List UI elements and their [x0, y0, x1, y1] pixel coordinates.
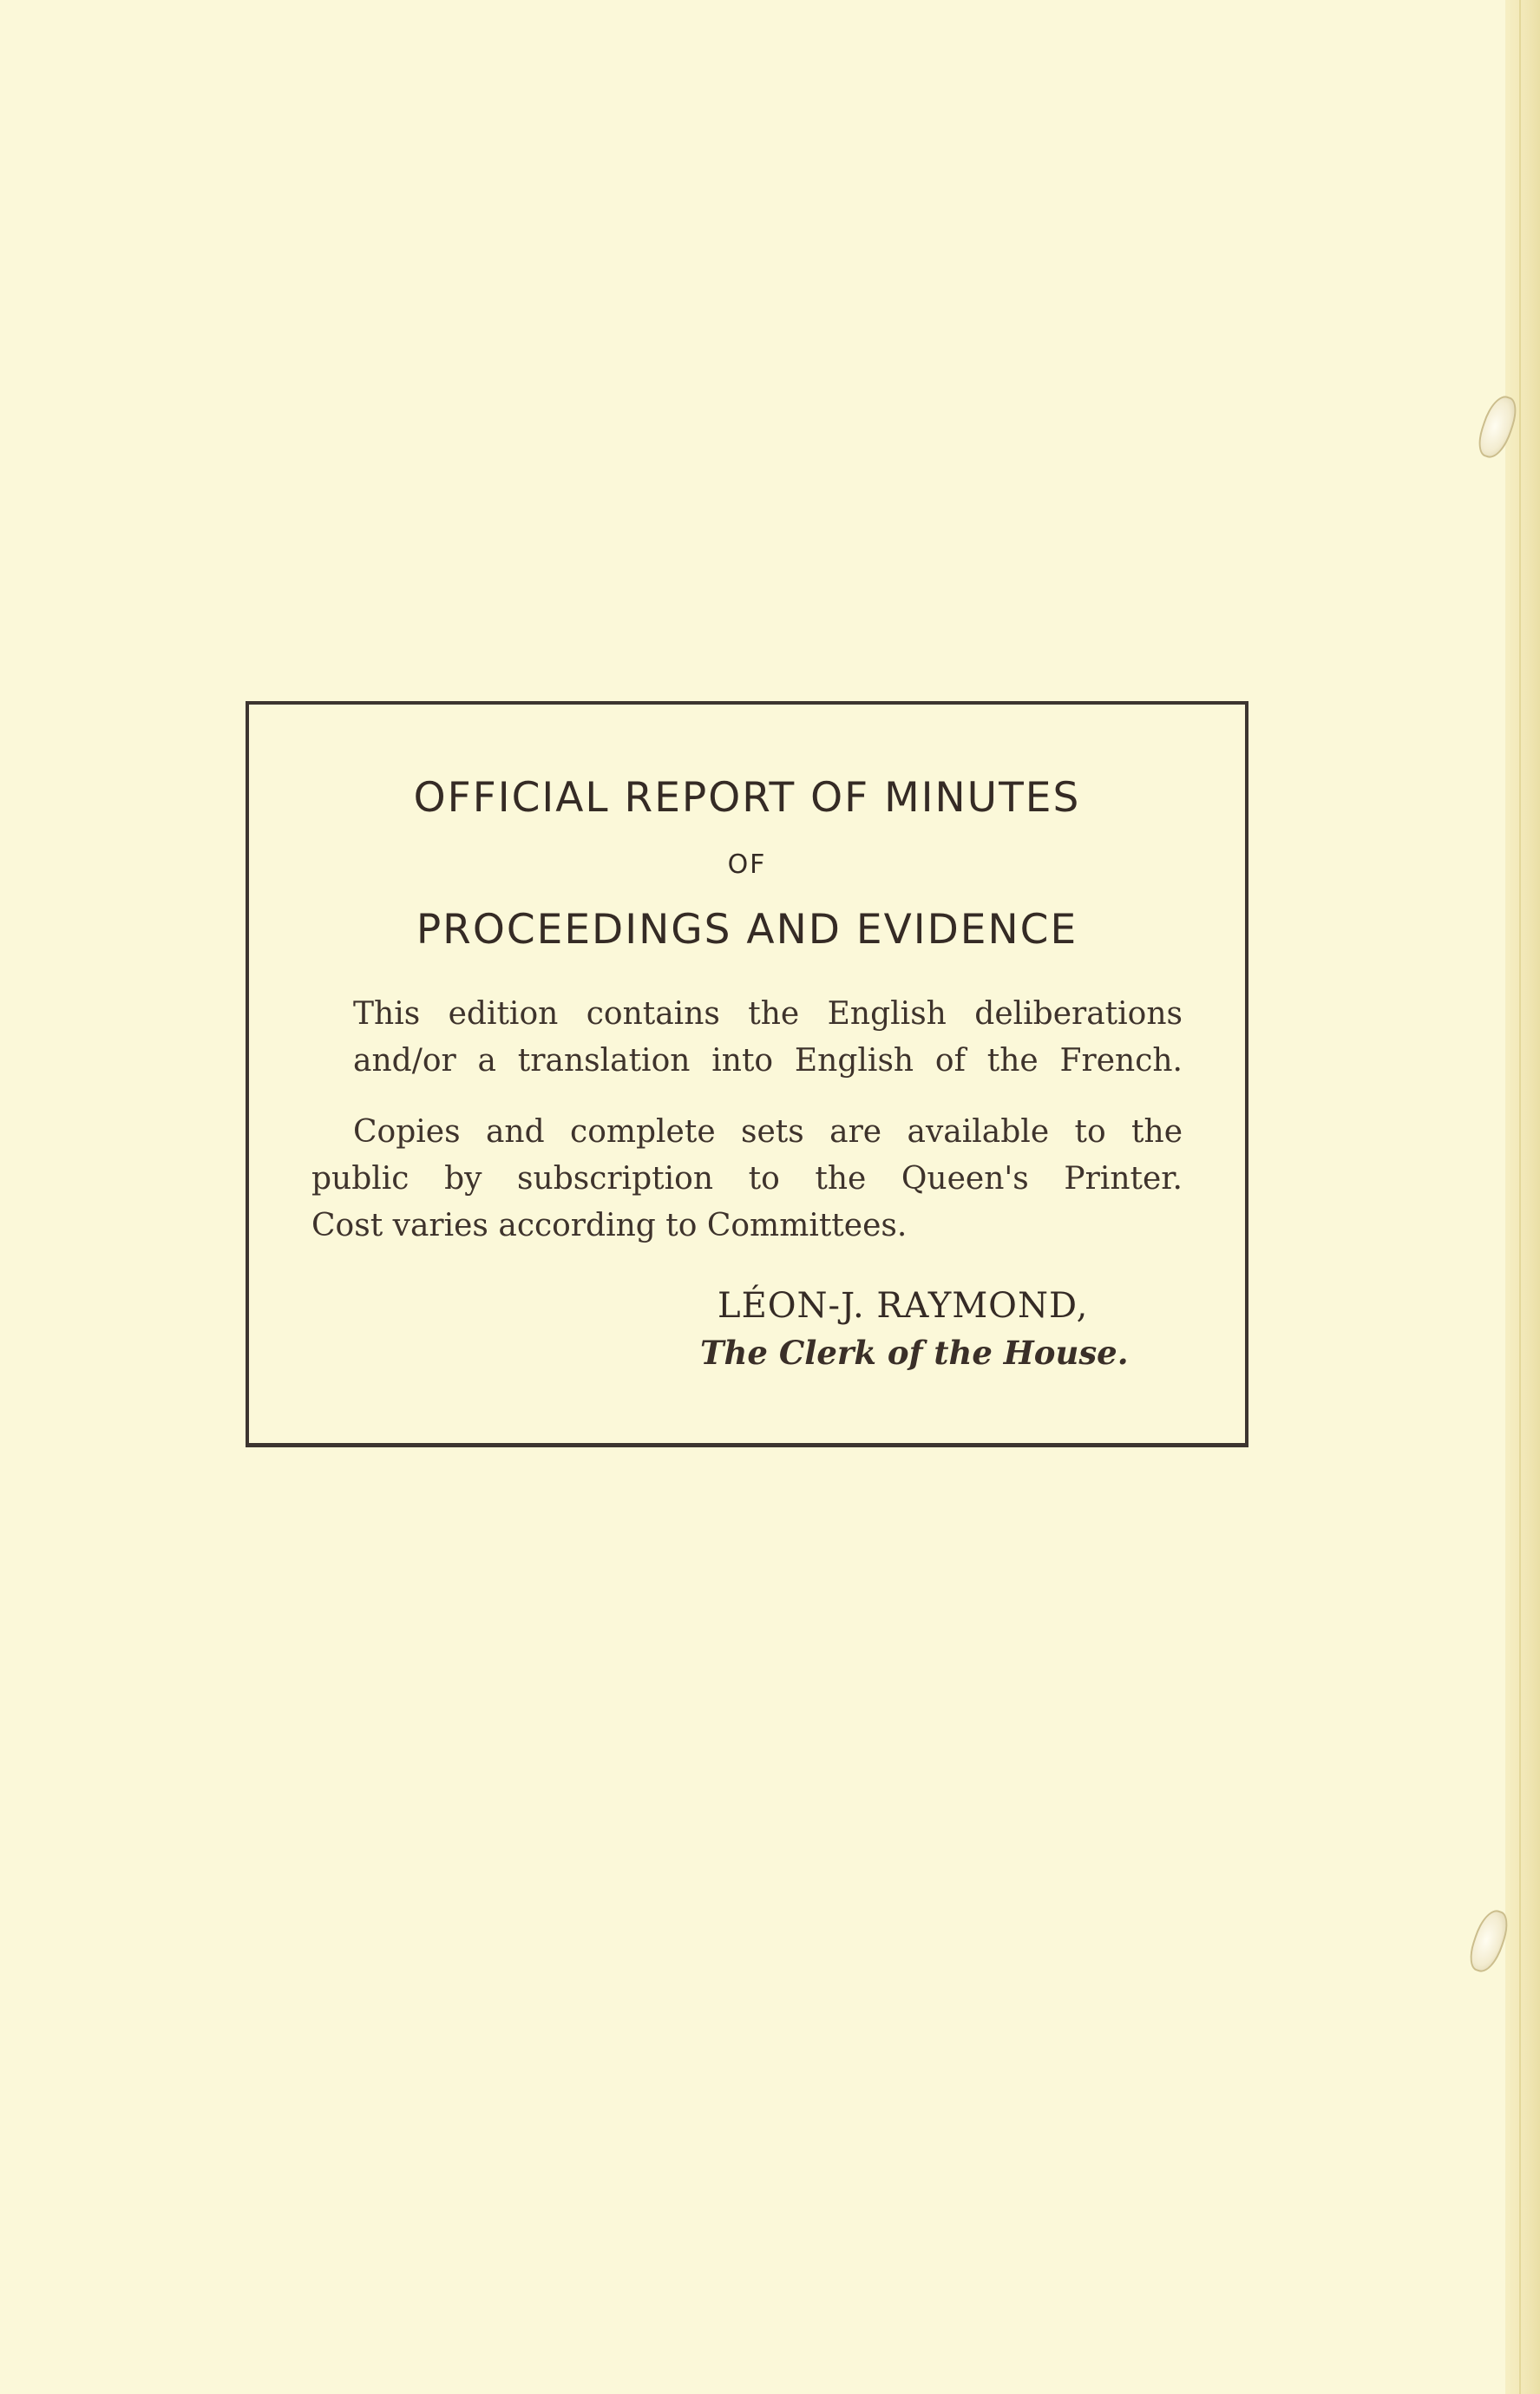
- edition-line2: and/or a translation into English of the French.: [353, 1043, 1183, 1079]
- notice-title-line2: OF: [727, 849, 767, 880]
- edition-line1: This edition contains the English deliberations: [353, 996, 1183, 1032]
- copies-line3: Cost varies according to Committees.: [311, 1208, 908, 1243]
- notice-title-line3: PROCEEDINGS AND EVIDENCE: [416, 906, 1078, 954]
- copies-line2: public by subscription to the Queen's Printer.: [311, 1161, 1183, 1197]
- signature-name: LÉON-J. RAYMOND,: [718, 1286, 1089, 1326]
- edition-paragraph: [353, 991, 1183, 1085]
- notice-title-line1: OFFICIAL REPORT OF MINUTES: [413, 774, 1081, 822]
- page-edge-line: [1519, 0, 1521, 2394]
- copies-line1: Copies and complete sets are available to the: [353, 1114, 1183, 1150]
- signature-title: The Clerk of the House.: [700, 1334, 1129, 1372]
- page-edge: [1505, 0, 1540, 2394]
- notice-box: [246, 701, 1248, 1447]
